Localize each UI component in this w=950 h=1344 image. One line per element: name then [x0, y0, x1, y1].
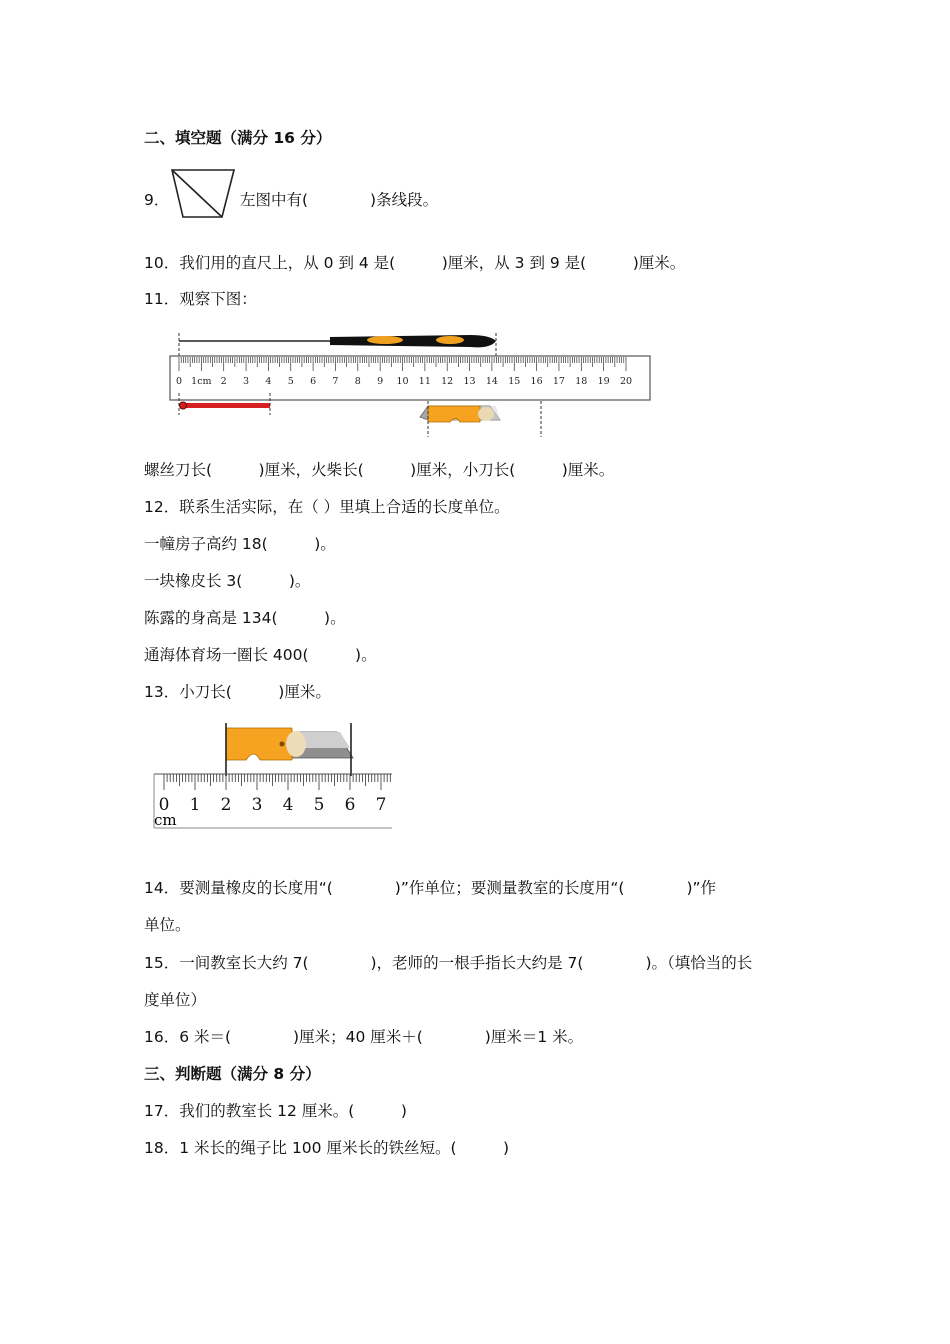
q13-unit-label: cm: [154, 811, 177, 829]
ruler-label: 14: [485, 376, 498, 387]
ruler-label: 1: [189, 795, 201, 815]
q13-ruler-ticks: [164, 774, 390, 790]
ruler-label: 4: [265, 376, 272, 387]
question-15-line-2: 度单位）: [144, 991, 207, 1009]
q9-text: 左图中有( )条线段。: [240, 191, 439, 209]
ruler-label: 0: [158, 795, 170, 815]
q13-ruler-figure: [150, 718, 396, 832]
ruler-label: 20: [619, 376, 633, 387]
ruler-label: 2: [220, 376, 227, 387]
ruler-label: 15: [508, 376, 521, 387]
q9-number: 9．: [144, 191, 170, 209]
ruler-label: 5: [287, 376, 294, 387]
question-11-answer: 螺丝刀长( )厘米，火柴长( )厘米，小刀长( )厘米。: [144, 461, 615, 479]
ruler-label: 17: [552, 376, 565, 387]
ruler-label: 6: [344, 795, 356, 815]
question-16: 16．6 米＝( )厘米；40 厘米＋( )厘米＝1 米。: [144, 1028, 584, 1046]
question-14-line-2: 单位。: [144, 916, 191, 934]
ruler-label: 13: [463, 376, 476, 387]
ruler-label: 18: [575, 376, 588, 387]
question-15-line-1: 15．一间教室长大约 7( )，老师的一根手指长大约是 7( )。（填恰当的长: [144, 954, 753, 972]
ruler-label: 9: [377, 376, 384, 387]
trapezoid-figure: [170, 168, 236, 220]
question-18: 18．1 米长的绳子比 100 厘米长的铁丝短。( ): [144, 1139, 510, 1157]
match-icon: [180, 402, 271, 409]
ruler-label: 6: [310, 376, 317, 387]
section-2-title: 二、填空题（满分 16 分）: [144, 129, 332, 147]
ruler-label: 3: [251, 795, 263, 815]
question-11-prompt: 11．观察下图：: [144, 290, 257, 308]
screwdriver-icon: [179, 335, 496, 347]
question-14-line-1: 14．要测量橡皮的长度用“( )”作单位；要测量教室的长度用“( )”作: [144, 879, 717, 897]
q12-item-3: 陈露的身高是 134( )。: [144, 609, 346, 627]
ruler-label: 10: [396, 376, 409, 387]
ruler-label: 8: [354, 376, 361, 387]
question-12-prompt: 12．联系生活实际，在（ ）里填上合适的长度单位。: [144, 498, 510, 516]
section-3-title: 三、判断题（满分 8 分）: [144, 1065, 321, 1083]
q12-item-2: 一块橡皮长 3( )。: [144, 572, 311, 590]
q13-ruler-labels: [159, 795, 387, 815]
q11-ruler-labels: [176, 376, 632, 387]
question-10: 10．我们用的直尺上，从 0 到 4 是( )厘米，从 3 到 9 是( )厘米。: [144, 254, 686, 272]
ruler-label: 3: [243, 376, 250, 387]
question-17: 17．我们的教室长 12 厘米。( ): [144, 1102, 407, 1120]
q11-ruler-ticks: [179, 357, 626, 371]
ruler-label: 12: [441, 376, 454, 387]
question-13-prompt: 13．小刀长( )厘米。: [144, 683, 331, 701]
ruler-label: 7: [332, 376, 339, 387]
ruler-label: 0: [175, 376, 183, 387]
q12-item-1: 一幢房子高约 18( )。: [144, 535, 336, 553]
utility-knife-icon: [420, 406, 500, 422]
ruler-label: 11: [418, 376, 431, 387]
ruler-label: 2: [220, 795, 232, 815]
ruler-label: 1cm: [191, 376, 212, 387]
q12-item-4: 通海体育场一圈长 400( )。: [144, 646, 377, 664]
q11-ruler-figure: [160, 325, 660, 440]
utility-knife-icon: [226, 728, 353, 760]
ruler-label: 7: [375, 795, 387, 815]
ruler-label: 19: [597, 376, 610, 387]
ruler-label: 5: [313, 795, 325, 815]
ruler-label: 4: [282, 795, 294, 815]
ruler-label: 16: [530, 376, 543, 387]
